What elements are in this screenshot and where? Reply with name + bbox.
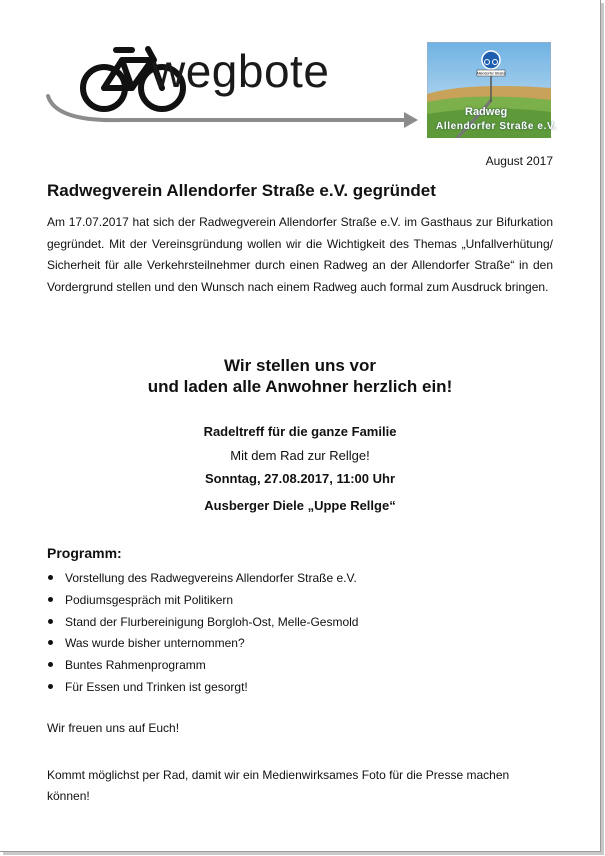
badge-subtitle: Allendorfer Straße e.V. — [436, 121, 557, 132]
program-title: Programm: — [47, 545, 122, 561]
invite-line-2: und laden alle Anwohner herzlich ein! — [147, 377, 453, 396]
program-list — [47, 570, 358, 701]
closing-line: Wir freuen uns auf Euch! — [47, 721, 180, 735]
list-item: Für Essen und Trinken ist gesorgt! — [47, 679, 358, 701]
list-item: Was wurde bisher unternommen? — [47, 635, 358, 657]
swoosh-arrowhead — [404, 112, 418, 128]
intro-paragraph: Am 17.07.2017 hat sich der Radwegverein Allendorfer Straße e.V. im Gasthaus zur Bifurkation gegründet. Mit der Vereinsgründung wollen wir die Wichtigkeit des Themas „Unfallverhütung/ Sicherheit für alle Verkehrsteilnehmer durch einen Radweg an der Allendorfer Straße“ in den Vordergrund stellen und den Wunsch nach einem Radweg auch formal zum Ausdruck bringen. — [47, 215, 553, 294]
event-location: Ausberger Diele „Uppe Rellge“ — [204, 498, 396, 513]
list-item: Podiumsgespräch mit Politikern — [47, 592, 358, 614]
issue-date: August 2017 — [485, 154, 553, 168]
badge-sign-text: Allendorfer Straße — [476, 71, 506, 76]
event-subtitle: Mit dem Rad zur Rellge! — [230, 448, 370, 463]
bicycle-sign-icon — [482, 51, 500, 69]
invite-line-1: Wir stellen uns vor — [224, 356, 376, 375]
logo-wordmark: wegbote — [152, 45, 330, 97]
event-datetime: Sonntag, 27.08.2017, 11:00 Uhr — [204, 471, 396, 486]
bike-note: Kommt möglichst per Rad, damit wir ein Medienwirksames Foto für die Presse machen können! — [47, 768, 510, 803]
list-item: Vorstellung des Radwegvereins Allendorfer Straße e.V. — [47, 570, 358, 592]
article-headline: Radwegverein Allendorfer Straße e.V. gegründet — [47, 181, 436, 200]
list-item: Buntes Rahmenprogramm — [47, 657, 358, 679]
event-title: Radeltreff für die ganze Familie — [203, 424, 397, 439]
badge-title: Radweg — [465, 106, 508, 118]
list-item: Stand der Flurbereinigung Borgloh-Ost, Melle-Gesmold — [47, 614, 358, 636]
